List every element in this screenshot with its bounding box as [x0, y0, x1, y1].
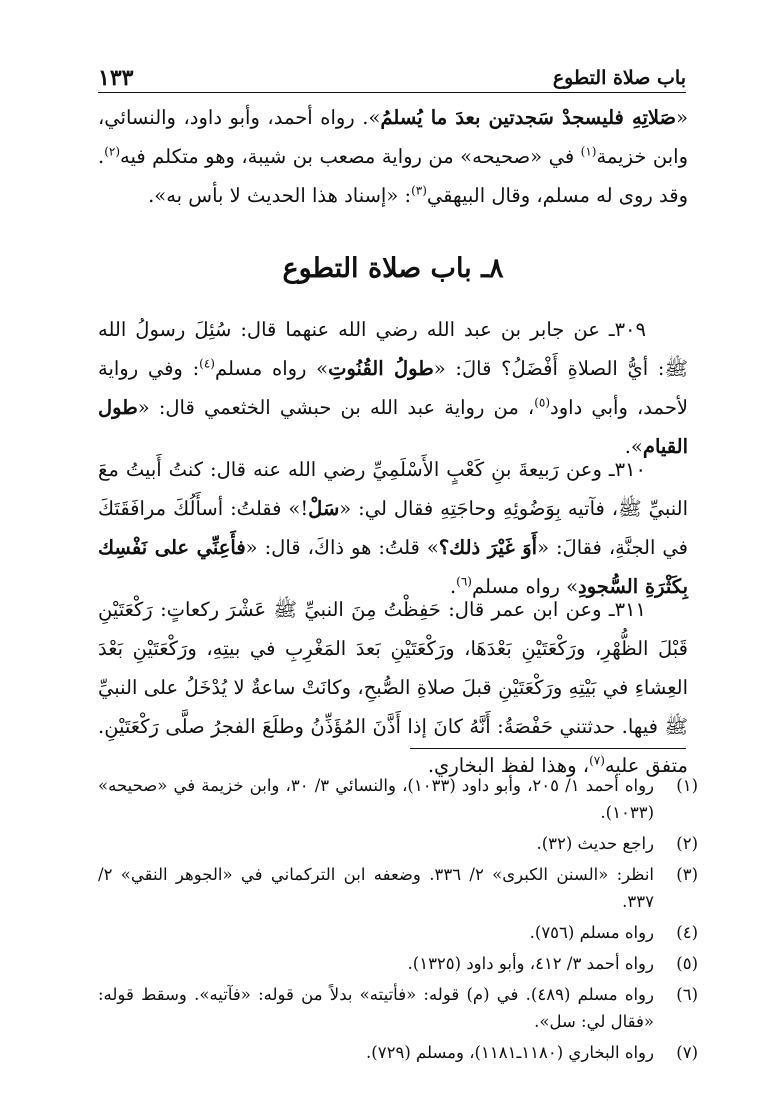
footnote-ref: (٥) — [534, 395, 551, 410]
footnote-text: رواه البخاري (١١٨٠ـ١١٨١)، ومسلم (٧٢٩). — [366, 1043, 654, 1062]
hadith-text: ، وهذا لفظ البخاري. — [427, 754, 590, 777]
footnote-number: (٤) — [676, 923, 698, 942]
footnote-divider — [410, 748, 686, 749]
intro-paragraph: «صَلاتِهِ فليسجدْ سَجدتين بعدَ ما يُسلمُ». رواه أحمد، وأبو داود، والنسائي، وابن خزيمة$^{(١)}$ في «صحيحه» من رواية مصعب بن شيبة، وهو متكلم فيه$^{(٢)}$. وقد روى له مسلم، وقال البيهقي$^{(٣)}$: «إسناد هذا الحديث لا بأس به». — [98, 106, 688, 207]
footnote-ref: (٦) — [456, 574, 472, 589]
chapter-title: ٨ـ باب صلاة التطوع — [282, 253, 504, 284]
hadith-text: ٣١٠ـ وعن رَبيعةَ بنِ كَعْبٍ الأَسْلَمِيِّ رضي الله عنه قال: كنتُ أَبيتُ معَ النبيِّ ﷺ، فآتيه بِوَضُوئِهِ وحاجَتِهِ فقال لي: « — [98, 458, 688, 520]
footnote-text: رواه أحمد ٣/ ٤١٢، وأبو داود (١٣٢٥). — [407, 954, 654, 973]
hadith-text: ٣١١ـ وعن ابن عمر قال: حَفِظْتُ مِنَ النبيِّ ﷺ عَشْرَ ركعاتٍ: رَكْعَتَيْنِ قَبْلَ الظُّهْرِ، ورَكْعَتَيْنِ بَعْدَهَا، ورَكْعَتَيْنِ بَعدَ المَغْرِبِ في بيتِهِ، ورَكْعَتَيْنِ بَعْدَ العِشاءِ في بَيْتِهِ ورَكْعَتَيْنِ قبلَ صلاةِ الصُّبحِ، وكانَتْ ساعةٌ لا يُدْخَلُ على النبيِّ ﷺ فيها. حدثتني حَفْصَةُ: أَنَّهُ كانَ إذا أَذَّنَ المُؤَذِّنُ وطلَعَ الفجرُ صلَّى رَكْعَتَيْنِ. متفق عليه — [98, 598, 688, 777]
hadith-bold: سَلْ — [308, 497, 340, 520]
footnote-item — [98, 919, 698, 946]
footnote-item — [98, 772, 698, 826]
footnote-text: رواه مسلم (٤٨٩). في (م) قوله: «فأتيته» بدلاً من قوله: «فآتيه». وسقط قوله: «فقال لي: سل». — [98, 985, 654, 1031]
footnote-item — [98, 950, 698, 977]
footnote-text: رواه أحمد ١/ ٢٠٥، وأبو داود (١٠٣٣)، والنسائي ٣/ ٣٠، وابن خزيمة في «صحيحه» (١٠٣٣). — [98, 776, 655, 822]
footnote-ref: (١) — [580, 144, 597, 159]
hadith-text: : وفي رواية لأحمد، وأبي داود — [98, 357, 688, 419]
footnote-number: (١) — [676, 776, 698, 795]
hadith-text: » قلتُ: هو ذاكَ، قال: « — [245, 536, 439, 559]
hadith-bold: أَوَ غَيْرَ ذلك؟ — [438, 536, 538, 559]
footnote-ref: (٣) — [411, 183, 427, 198]
hadith-text: . — [449, 575, 457, 598]
intro-text: في «صحيحه» من رواية مصعب بن شيبة، وهو متكلم فيه — [120, 145, 581, 168]
hadith-309 — [98, 310, 688, 466]
header-title: باب صلاة التطوع — [552, 67, 686, 89]
footnote-item — [98, 1039, 698, 1066]
hadith-text: » رواه مسلم — [471, 575, 579, 598]
intro-text: : «إسناد هذا الحديث لا بأس به». — [148, 184, 412, 207]
footnote-number: (٥) — [676, 954, 698, 973]
footnote-number: (٧) — [676, 1043, 698, 1062]
hadith-310 — [98, 450, 688, 606]
hadith-text: ٣٠٩ـ عن جابر بن عبد الله رضي الله عنهما قال: سُئِلَ رسولُ الله ﷺ: أيُّ الصلاةِ أَفْضَلُ؟ قالَ: « — [98, 318, 689, 380]
hadith-text: ». — [624, 435, 643, 458]
hadith-bold: طول القيام — [98, 396, 688, 458]
intro-bold: صَلاتِهِ فليسجدْ سَجدتين بعدَ ما يُسلمُ — [380, 106, 677, 129]
hadith-311 — [98, 590, 688, 785]
footnote-item — [98, 981, 698, 1035]
footnote-text: انظر: «السنن الكبرى» ٢/ ٣٣٦. وضعفه ابن التركماني في «الجوهر النقي» ٢/ ٣٣٧. — [98, 865, 654, 911]
intro-text: ». رواه أحمد، وأبو داود، والنسائي، وابن خزيمة — [98, 106, 688, 168]
footnote-number: (٢) — [676, 834, 698, 853]
footnote-text: رواه مسلم (٧٥٦). — [529, 923, 654, 942]
running-header — [98, 58, 686, 93]
footnote-number: (٣) — [676, 865, 698, 884]
footnote-item — [98, 830, 698, 857]
hadith-text: » رواه مسلم — [214, 357, 329, 380]
footnote-item — [98, 861, 698, 915]
footnote-ref: (٤) — [199, 356, 215, 371]
footnotes — [98, 772, 698, 1070]
footnote-ref: (٧) — [589, 753, 605, 768]
intro-text: . وقد روى له مسلم، وقال البيهقي — [98, 145, 688, 207]
hadith-bold: فأَعِنِّي على نَفْسِك بِكَثْرَةِ السُّجودِ — [98, 536, 688, 598]
footnote-text: راجع حديث (٣٢). — [536, 834, 654, 853]
hadith-text: !» فقلتُ: أسأَلُكَ مرافَقَتَكَ في الجنَّةِ، فقالَ: « — [98, 497, 688, 559]
hadith-text: ، من رواية عبد الله بن حبشي الخثعمي قال: « — [137, 396, 535, 419]
hadith-bold: طولُ القُنُوتِ — [328, 357, 434, 380]
page-number: ١٣٣ — [98, 65, 134, 91]
footnote-ref: (٢) — [104, 144, 121, 159]
footnote-number: (٦) — [676, 985, 698, 1004]
